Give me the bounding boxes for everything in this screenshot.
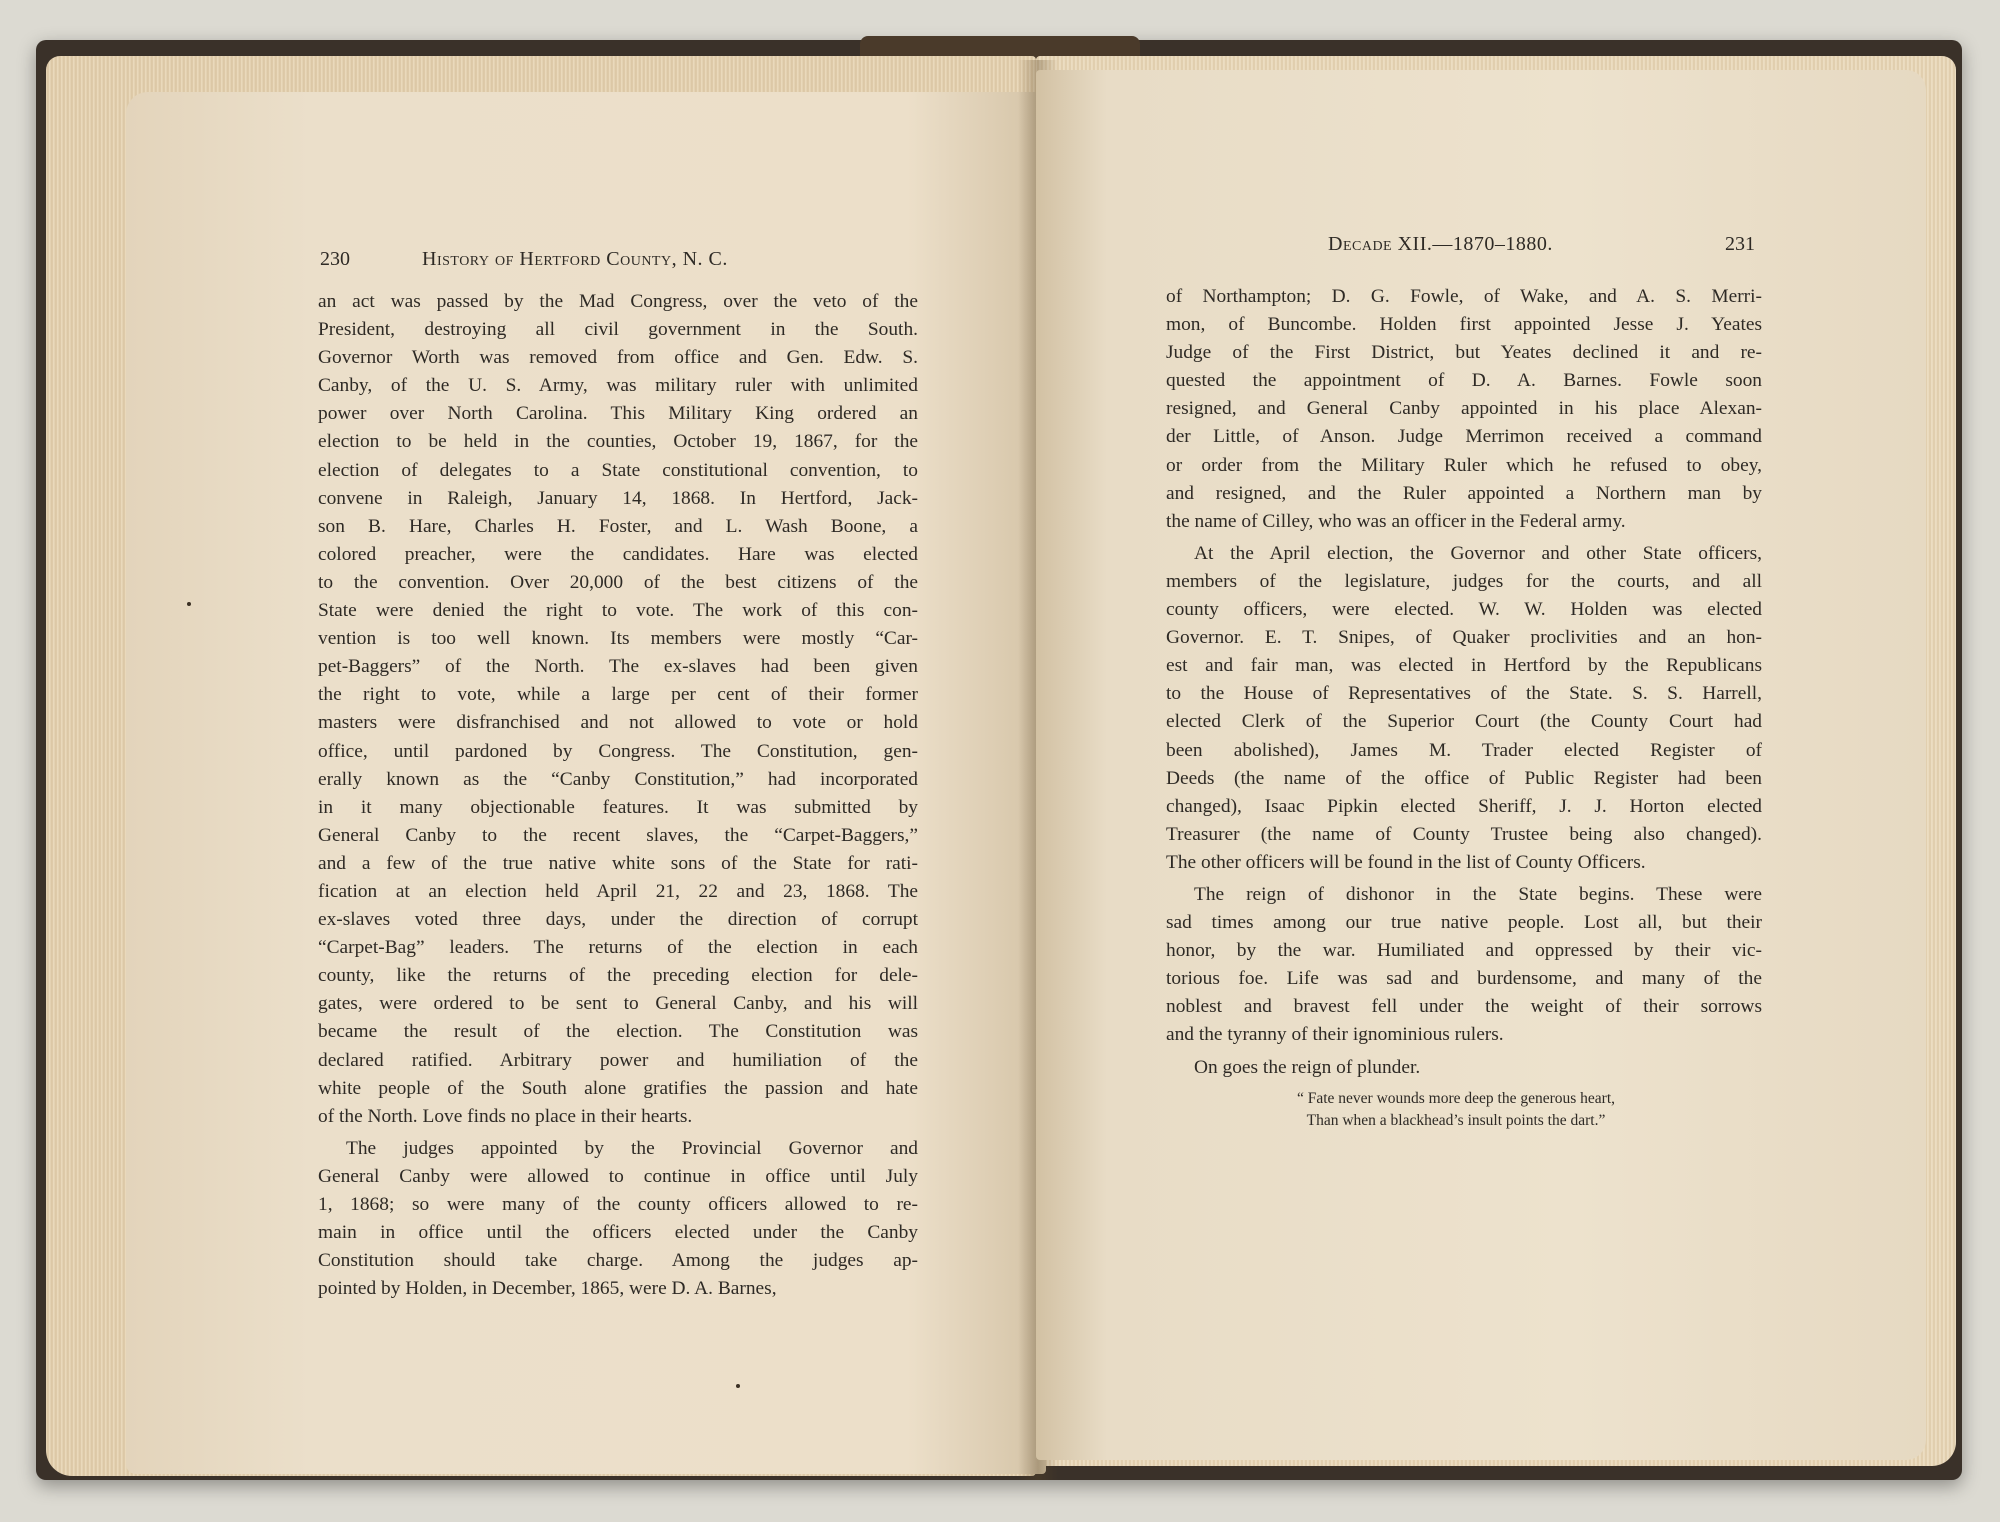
text-line: resigned, and General Canby appointed in his place Alexan- bbox=[1166, 398, 1762, 420]
text-line: in it many objectionable features. It was submitted by bbox=[318, 796, 918, 818]
text-line: Constitution should take charge. Among the judges ap- bbox=[318, 1250, 918, 1272]
closing-quote bbox=[1226, 1088, 1686, 1132]
text-line: The judges appointed by the Provincial Governor and bbox=[346, 1137, 918, 1159]
speck bbox=[187, 602, 191, 606]
paragraph bbox=[1166, 881, 1762, 1050]
text-line: quested the appointment of D. A. Barnes. Fowle soon bbox=[1166, 370, 1762, 392]
text-line: Judge of the First District, but Yeates declined it and re- bbox=[1166, 342, 1762, 364]
text-line: power over North Carolina. This Military King ordered an bbox=[318, 403, 918, 425]
text-line: to the convention. Over 20,000 of the best citizens of the bbox=[318, 571, 918, 593]
quote-line-1: “ Fate never wounds more deep the generous heart, bbox=[1296, 1090, 1616, 1107]
left-page-number: 230 bbox=[320, 248, 350, 270]
right-running-head: Decade XII.—1870–1880. bbox=[1328, 233, 1553, 255]
text-line: to the House of Representatives of the State. S. S. Harrell, bbox=[1166, 683, 1762, 705]
text-line: colored preacher, were the candidates. Hare was elected bbox=[318, 543, 918, 565]
text-line: der Little, of Anson. Judge Merrimon received a command bbox=[1166, 426, 1762, 448]
right-paragraphs bbox=[1166, 283, 1762, 1082]
left-running-head: History of Hertford County, N. C. bbox=[422, 248, 728, 270]
text-line: declared ratified. Arbitrary power and humiliation of the bbox=[318, 1049, 918, 1071]
text-line: fication at an election held April 21, 22 and 23, 1868. The bbox=[318, 880, 918, 902]
paragraph bbox=[318, 288, 918, 1131]
text-line: Governor. E. T. Snipes, of Quaker proclivities and an hon- bbox=[1166, 627, 1762, 649]
left-page bbox=[126, 92, 1046, 1474]
left-page-text bbox=[318, 288, 918, 1303]
text-line: vention is too well known. Its members were mostly “Car- bbox=[318, 628, 918, 650]
text-line: Governor Worth was removed from office and Gen. Edw. S. bbox=[318, 347, 918, 369]
paragraph bbox=[1166, 1054, 1762, 1082]
paragraph bbox=[1166, 283, 1762, 536]
text-line: Deeds (the name of the office of Public Register had been bbox=[1166, 767, 1762, 789]
text-line: the name of Cilley, who was an officer in the Federal army. bbox=[1166, 510, 1626, 532]
text-line: or order from the Military Ruler which he refused to obey, bbox=[1166, 454, 1762, 476]
right-page-text bbox=[1166, 283, 1762, 1082]
right-page bbox=[1036, 70, 1926, 1460]
text-line: gates, were ordered to be sent to General Canby, and his will bbox=[318, 993, 918, 1015]
text-line: General Canby were allowed to continue in office until July bbox=[318, 1165, 918, 1187]
text-line: erally known as the “Canby Constitution,” had incorporated bbox=[318, 768, 918, 790]
right-page-number: 231 bbox=[1725, 233, 1755, 255]
text-line: convene in Raleigh, January 14, 1868. In Hertford, Jack- bbox=[318, 487, 918, 509]
text-line: election of delegates to a State constitutional convention, to bbox=[318, 459, 918, 481]
text-line: changed), Isaac Pipkin elected Sheriff, J. J. Horton elected bbox=[1166, 795, 1762, 817]
text-line: “Carpet-Bag” leaders. The returns of the election in each bbox=[318, 937, 918, 959]
left-paragraphs bbox=[318, 288, 918, 1303]
text-line: Canby, of the U. S. Army, was military ruler with unlimited bbox=[318, 375, 918, 397]
text-line: son B. Hare, Charles H. Foster, and L. Wash Boone, a bbox=[318, 515, 918, 537]
text-line: 1, 1868; so were many of the county officers allowed to re- bbox=[318, 1194, 918, 1215]
text-line: elected Clerk of the Superior Court (the County Court had bbox=[1166, 711, 1762, 733]
speck bbox=[736, 1384, 740, 1388]
text-line: At the April election, the Governor and other State officers, bbox=[1194, 542, 1762, 564]
text-line: main in office until the officers elected under the Canby bbox=[318, 1222, 918, 1244]
text-line: of Northampton; D. G. Fowle, of Wake, and A. S. Merri- bbox=[1166, 286, 1762, 307]
paragraph bbox=[318, 1135, 918, 1304]
text-line: President, destroying all civil government in the South. bbox=[318, 319, 918, 341]
text-line: est and fair man, was elected in Hertford by the Republicans bbox=[1166, 655, 1762, 677]
text-line: election to be held in the counties, October 19, 1867, for the bbox=[318, 431, 918, 453]
text-line: an act was passed by the Mad Congress, over the veto of the bbox=[318, 291, 918, 312]
text-line: The reign of dishonor in the State begins. These were bbox=[1194, 883, 1762, 905]
text-line: and a few of the true native white sons of the State for rati- bbox=[318, 852, 918, 874]
text-line: county officers, were elected. W. W. Holden was elected bbox=[1166, 599, 1762, 621]
text-line: noblest and bravest fell under the weight of their sorrows bbox=[1166, 996, 1762, 1018]
text-line: masters were disfranchised and not allowed to vote or hold bbox=[318, 712, 918, 734]
text-line: became the result of the election. The Constitution was bbox=[318, 1021, 918, 1043]
text-line: The other officers will be found in the list of County Officers. bbox=[1166, 851, 1646, 873]
text-line: sad times among our true native people. Lost all, but their bbox=[1166, 912, 1762, 934]
text-line: ex-slaves voted three days, under the direction of corrupt bbox=[318, 909, 918, 931]
text-line: of the North. Love finds no place in their hearts. bbox=[318, 1105, 693, 1127]
text-line: General Canby to the recent slaves, the “Carpet-Baggers,” bbox=[318, 824, 918, 846]
text-line: and resigned, and the Ruler appointed a Northern man by bbox=[1166, 482, 1762, 504]
text-line: been abolished), James M. Trader elected Register of bbox=[1166, 739, 1762, 761]
text-line: honor, by the war. Humiliated and oppressed by their vic- bbox=[1166, 940, 1762, 962]
text-line: pet-Baggers” of the North. The ex-slaves had been given bbox=[318, 656, 918, 678]
text-line: State were denied the right to vote. The work of this con- bbox=[318, 600, 918, 622]
text-line: and the tyranny of their ignominious rulers. bbox=[1166, 1024, 1504, 1046]
quote-line-2: Than when a blackhead’s insult points the dart.” bbox=[1306, 1112, 1606, 1129]
text-line: torious foe. Life was sad and burdensome, and many of the bbox=[1166, 968, 1762, 990]
text-line: members of the legislature, judges for the courts, and all bbox=[1166, 570, 1762, 592]
paragraph bbox=[1166, 540, 1762, 877]
text-line: Treasurer (the name of County Trustee being also changed). bbox=[1166, 823, 1762, 845]
text-line: pointed by Holden, in December, 1865, were D. A. Barnes, bbox=[318, 1278, 777, 1300]
text-line: mon, of Buncombe. Holden first appointed Jesse J. Yeates bbox=[1166, 314, 1762, 336]
text-line: office, until pardoned by Congress. The Constitution, gen- bbox=[318, 740, 918, 762]
text-line: county, like the returns of the preceding election for dele- bbox=[318, 965, 918, 987]
text-line: the right to vote, while a large per cent of their former bbox=[318, 684, 918, 706]
text-line: On goes the reign of plunder. bbox=[1194, 1056, 1421, 1078]
text-line: white people of the South alone gratifies the passion and hate bbox=[318, 1077, 918, 1099]
